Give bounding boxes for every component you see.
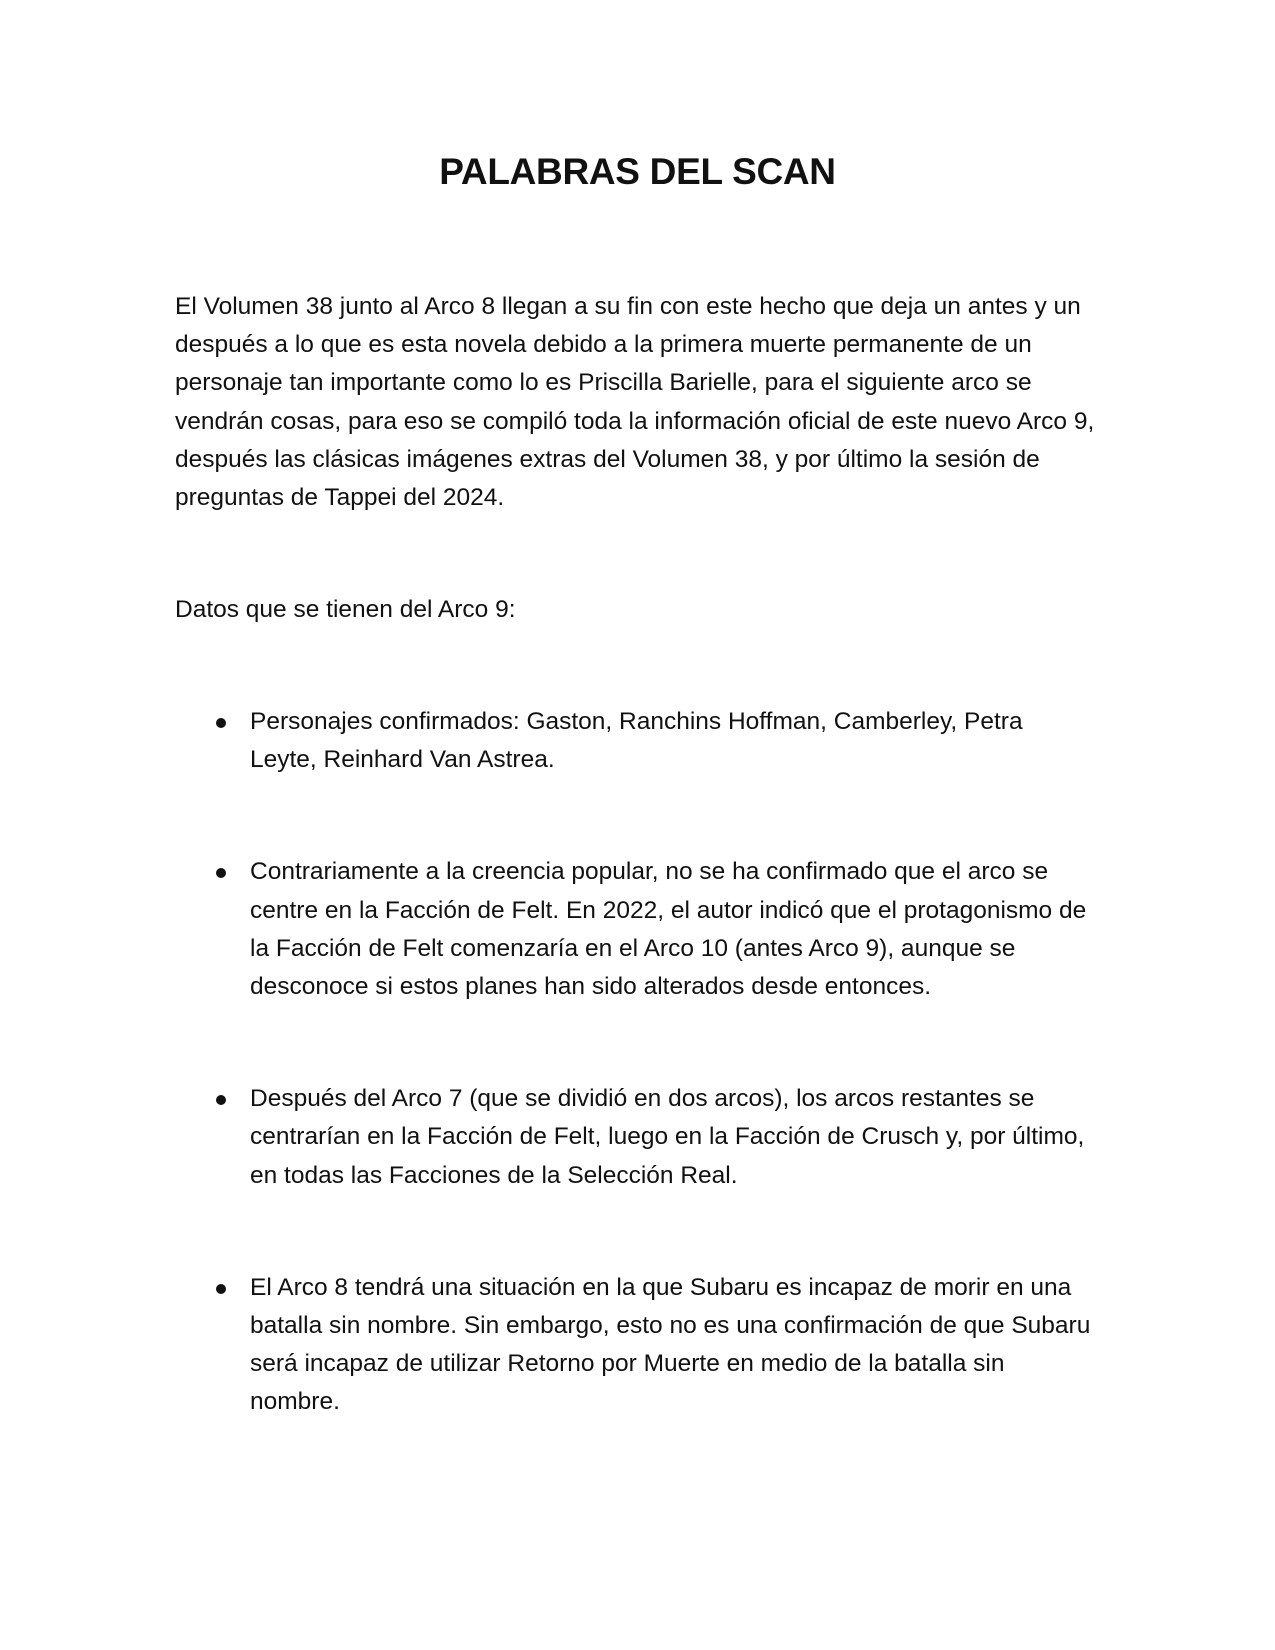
bullet-text: Después del Arco 7 (que se dividió en dos arcos), los arcos restantes se centrarían en la Facción de Felt, luego en la Facción de Crusch y, por último, en todas las Facciones de la Selección Real. — [250, 1085, 1085, 1189]
bullet-icon — [216, 868, 226, 878]
bullet-text: Contrariamente a la creencia popular, no se ha confirmado que el arco se centre en la Facción de Felt. En 2022, el autor indicó que el protagonismo de la Facción de Felt comenzaría en el Arco 10 (antes Arco 9), aunque se desconoce si estos planes han sido alterados desde entonces. — [250, 858, 1087, 1001]
bullet-icon — [216, 1284, 226, 1294]
intro-paragraph: El Volumen 38 junto al Arco 8 llegan a su fin con este hecho que deja un antes y un después a lo que es esta novela debido a la primera muerte permanente de un personaje tan importante como lo es Priscilla Barielle, para el siguiente arco se vendrán cosas, para eso se compiló toda la información oficial de este nuevo Arco 9, después las clásicas imágenes extras del Volumen 38, y por último la sesión de preguntas de Tappei del 2024. — [175, 293, 1095, 512]
list-item — [175, 1269, 1095, 1422]
bullet-icon — [216, 718, 226, 728]
bullet-list — [175, 703, 1095, 1422]
bullet-text: El Arco 8 tendrá una situación en la que Subaru es incapaz de morir en una batalla sin nombre. Sin embargo, esto no es una confirmación de que Subaru será incapaz de utilizar Retorno por Muerte en medio de la batalla sin nombre. — [250, 1273, 1091, 1416]
list-item — [175, 703, 1095, 779]
page-title: PALABRAS DEL SCAN — [439, 151, 836, 192]
bullet-icon — [216, 1095, 226, 1105]
list-item — [175, 1080, 1095, 1195]
bullet-text: Personajes confirmados: Gaston, Ranchins Hoffman, Camberley, Petra Leyte, Reinhard Van Astrea. — [250, 708, 1023, 774]
datos-heading: Datos que se tienen del Arco 9: — [175, 596, 516, 623]
list-item — [175, 853, 1095, 1006]
